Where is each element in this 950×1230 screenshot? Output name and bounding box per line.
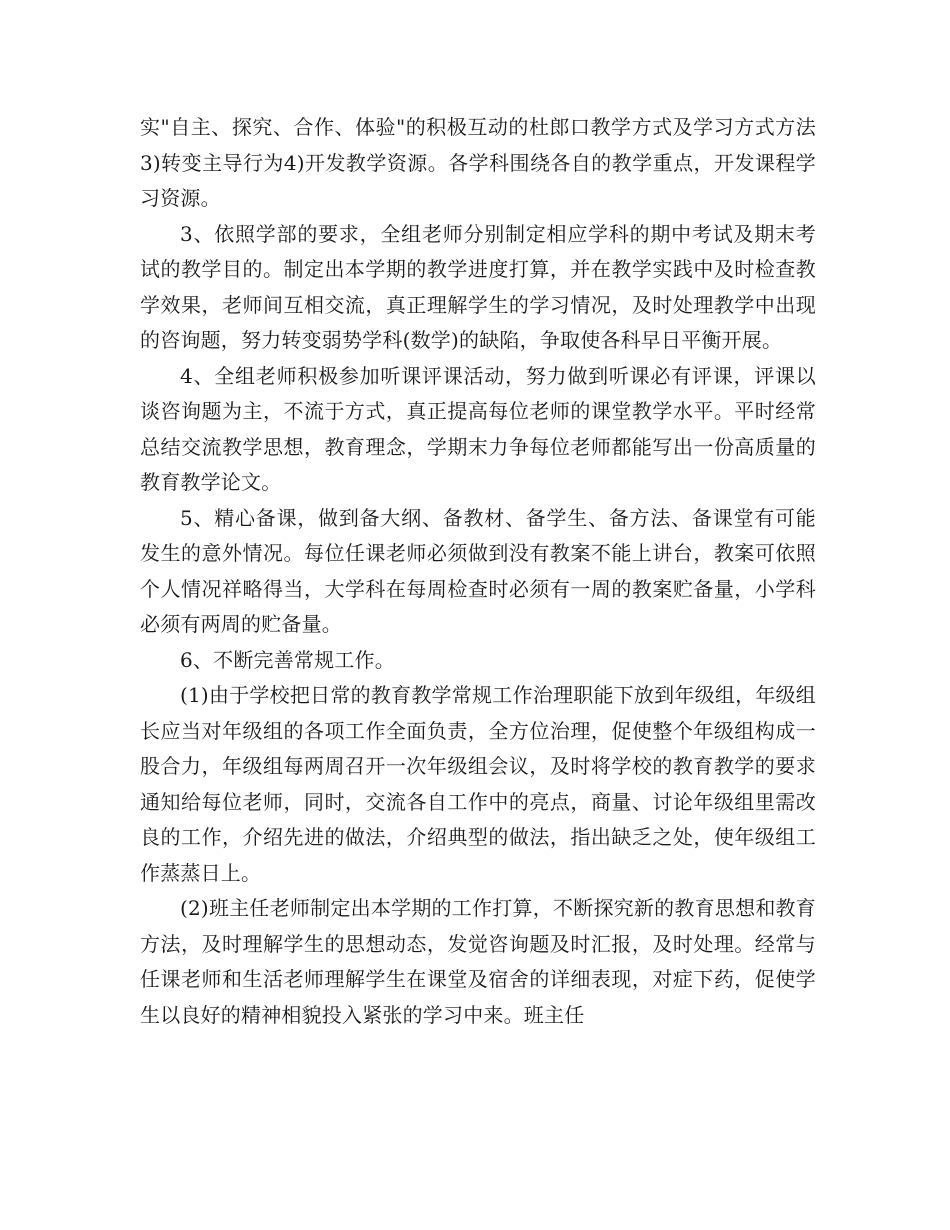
- paragraph-item-4: 4、全组老师积极参加听课评课活动，努力做到听课必有评课，评课以谈咨询题为主，不流于方式，真正提高每位老师的课堂教学水平。平时经常总结交流教学思想，教育理念，学期末力争每位老师都能写出一份高质量的教育教学论文。: [140, 363, 816, 494]
- paragraph-item-6: 6、不断完善常规工作。: [180, 647, 395, 672]
- paragraph-subitem-1: (1)由于学校把日常的教育教学常规工作治理职能下放到年级组，年级组长应当对年级组的各项工作全面负责，全方位治理，促使整个年级组构成一股合力，年级组每两周召开一次年级组会议，及时将学校的教育教学的要求通知给每位老师，同时，交流各自工作中的亮点，商量、讨论年级组里需改良的工作，介绍先进的做法，介绍典型的做法，指出缺乏之处，使年级组工作蒸蒸日上。: [140, 683, 816, 885]
- paragraph-item-3: 3、依照学部的要求，全组老师分别制定相应学科的期中考试及期末考试的教学目的。制定出本学期的教学进度打算，并在教学实践中及时检查教学效果，老师间互相交流，真正理解学生的学习情况，及时处理教学中出现的咨询题，努力转变弱势学科(数学)的缺陷，争取使各科早日平衡开展。: [140, 221, 816, 352]
- paragraph-subitem-2: (2)班主任老师制定出本学期的工作打算，不断探究新的教育思想和教育方法，及时理解学生的思想动态，发觉咨询题及时汇报，及时处理。经常与任课老师和生活老师理解学生在课堂及宿舍的详细表现，对症下药，促使学生以良好的精神相貌投入紧张的学习中来。班主任: [140, 896, 816, 1027]
- paragraph-item-5: 5、精心备课，做到备大纲、备教材、备学生、备方法、备课堂有可能发生的意外情况。每位任课老师必须做到没有教案不能上讲台，教案可依照个人情况祥略得当，大学科在每周检查时必须有一周的教案贮备量，小学科必须有两周的贮备量。: [140, 505, 816, 636]
- paragraph-continuation: 实"自主、探究、合作、体验"的积极互动的杜郎口教学方式及学习方式方法3)转变主导行为4)开发教学资源。各学科围绕各自的教学重点，开发课程学习资源。: [140, 115, 816, 210]
- document-body: [140, 110, 816, 1033]
